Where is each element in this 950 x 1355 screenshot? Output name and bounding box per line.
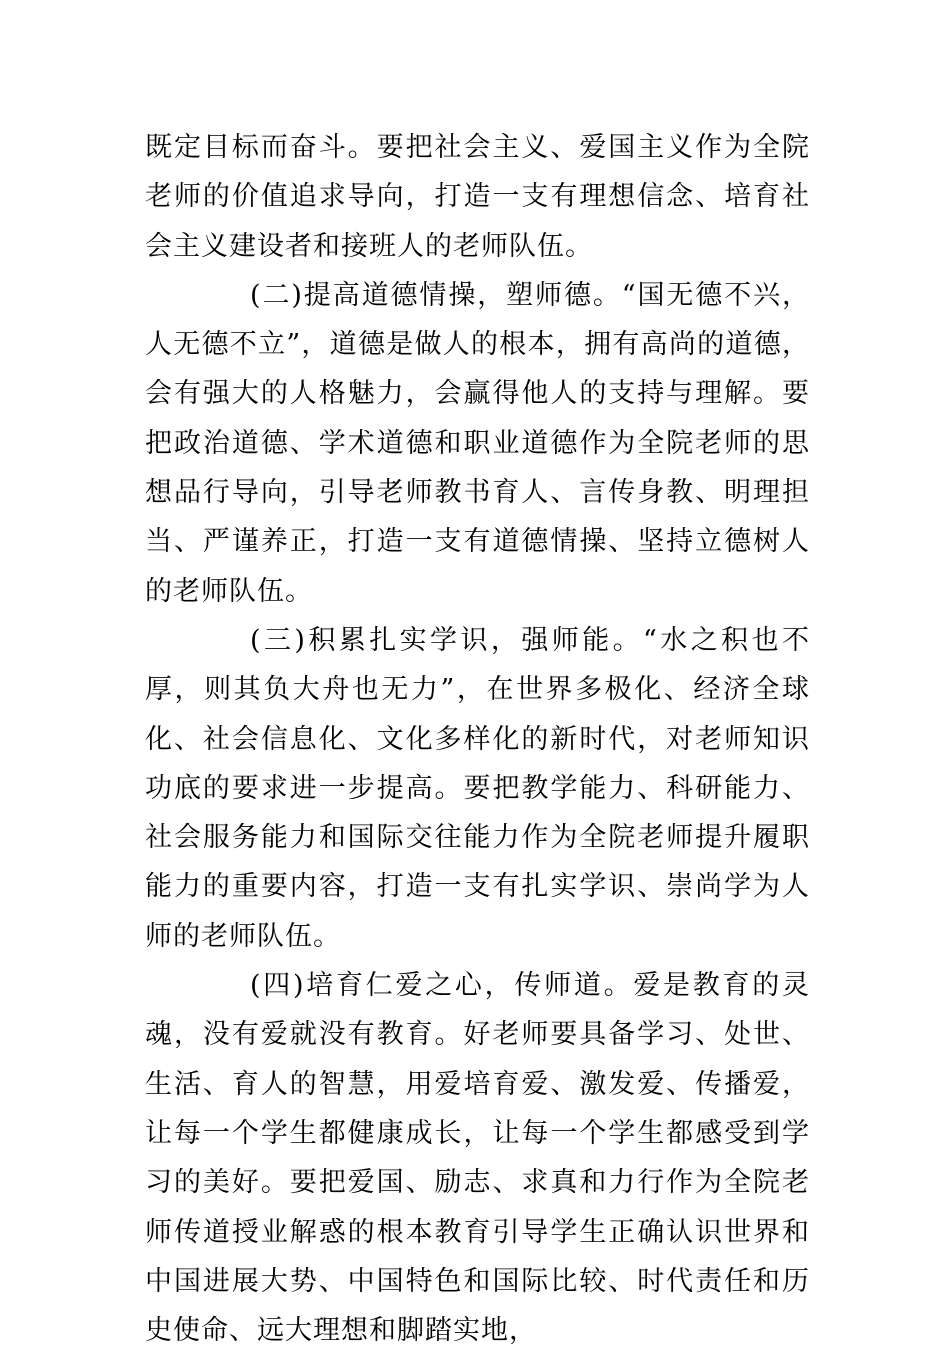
paragraph-continuation: 既定目标而奋斗。要把社会主义、爱国主义作为全院老师的价值追求导向，打造一支有理想信念、培育社会主义建设者和接班人的老师队伍。 — [145, 132, 810, 262]
paragraph-section-2: (二)提高道德情操，塑师德。“国无德不兴，人无德不立”，道德是做人的根本，拥有高尚的道德，会有强大的人格魅力，会赢得他人的支持与理解。要把政治道德、学术道德和职业道德作为全院老师的思想品行导向，引导老师教书育人、言传身教、明理担当、严谨养正，打造一支有道德情操、坚持立德树人的老师队伍。 — [145, 279, 810, 607]
paragraph-section-3: (三)积累扎实学识，强师能。“水之积也不厚，则其负大舟也无力”，在世界多极化、经济全球化、社会信息化、文化多样化的新时代，对老师知识功底的要求进一步提高。要把教学能力、科研能力、社会服务能力和国际交往能力作为全院老师提升履职能力的重要内容，打造一支有扎实学识、崇尚学为人师的老师队伍。 — [145, 624, 810, 952]
paragraph-section-4: (四)培育仁爱之心，传师道。爱是教育的灵魂，没有爱就没有教育。好老师要具备学习、处世、生活、育人的智慧，用爱培育爱、激发爱、传播爱，让每一个学生都健康成长，让每一个学生都感受到学习的美好。要把爱国、励志、求真和力行作为全院老师传道授业解惑的根本教育引导学生正确认识世界和中国进展大势、中国特色和国际比较、时代责任和历史使命、远大理想和脚踏实地， — [145, 970, 810, 1347]
document-body — [145, 123, 810, 1355]
